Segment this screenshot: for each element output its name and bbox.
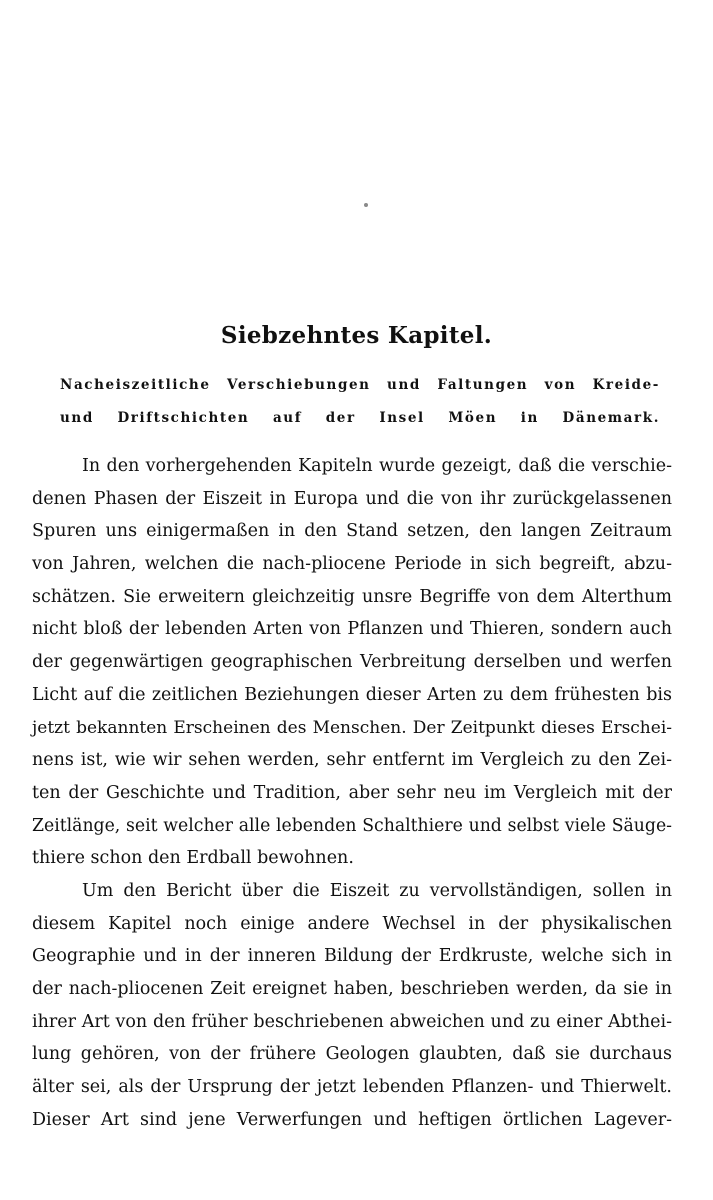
body-text (32, 450, 672, 1136)
text-line: thiere schon den Erdball bewohnen. (32, 848, 354, 869)
ink-speck (364, 203, 368, 207)
text-line: Spuren uns einigermaßen in den Stand setzen, den langen Zeitraum (32, 521, 672, 542)
text-line: Um den Bericht über die Eiszeit zu vervollständigen, sollen in (82, 880, 672, 901)
text-line: schätzen. Sie erweitern gleichzeitig unsre Begriffe von dem Alterthum (32, 586, 672, 607)
text-line: ten der Geschichte und Tradition, aber sehr neu im Vergleich mit der (32, 782, 672, 803)
text-line: Zeitlänge, seit welcher alle lebenden Schalthiere und selbst viele Säuge- (32, 815, 672, 836)
chapter-title: Siebzehntes Kapitel. (220, 322, 493, 349)
text-line: nicht bloß der lebenden Arten von Pflanzen und Thieren, sondern auch (32, 619, 672, 640)
subtitle-line: und Driftschichten auf der Insel Möen in Dänemark. (60, 409, 660, 426)
subtitle-line: Nacheiszeitliche Verschiebungen und Faltungen von Kreide- (60, 377, 660, 393)
text-line: denen Phasen der Eiszeit in Europa und die von ihr zurückgelassenen (32, 488, 672, 509)
text-line: jetzt bekannten Erscheinen des Menschen. Der Zeitpunkt dieses Erschei- (32, 717, 672, 738)
text-line: der nach-pliocenen Zeit ereignet haben, beschrieben werden, da sie in (32, 979, 672, 999)
text-line: Licht auf die zeitlichen Beziehungen dieser Arten zu dem frühesten bis (32, 684, 672, 705)
text-line: Geographie und in der inneren Bildung der Erdkruste, welche sich in (32, 946, 672, 967)
text-line: Dieser Art sind jene Verwerfungen und heftigen örtlichen Lagever- (32, 1109, 672, 1130)
paragraph-1 (32, 450, 672, 875)
chapter-subtitle (60, 374, 660, 439)
text-line: der gegenwärtigen geographischen Verbreitung derselben und werfen (32, 652, 672, 673)
text-line: von Jahren, welchen die nach-pliocene Periode in sich begreift, abzu- (32, 554, 672, 575)
text-line: ihrer Art von den früher beschriebenen abweichen und zu einer Abthei- (32, 1011, 672, 1032)
text-line: In den vorhergehenden Kapiteln wurde gezeigt, daß die verschie- (82, 456, 672, 476)
text-line: nens ist, wie wir sehen werden, sehr entfernt im Vergleich zu den Zei- (32, 750, 672, 771)
text-line: diesem Kapitel noch einige andere Wechsel in der physikalischen (32, 913, 672, 934)
text-line: lung gehören, von der frühere Geologen glaubten, daß sie durchaus (32, 1044, 672, 1065)
text-line: älter sei, als der Ursprung der jetzt lebenden Pflanzen- und Thierwelt. (32, 1077, 672, 1098)
paragraph-2 (32, 875, 672, 1137)
